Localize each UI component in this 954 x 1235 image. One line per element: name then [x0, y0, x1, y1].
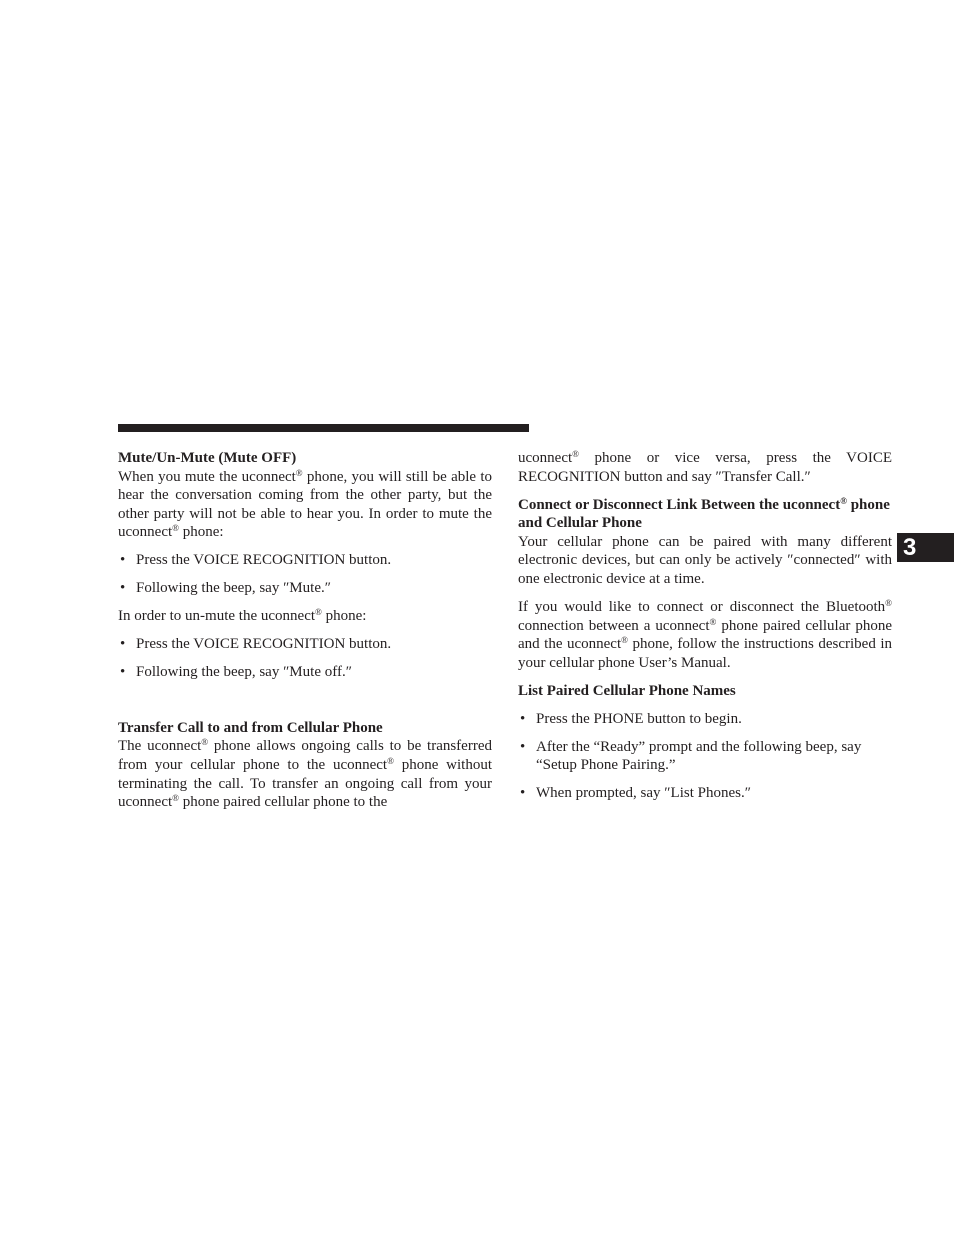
transfer-continued: uconnect® phone or vice versa, press the VOICE RECOGNITION button and say ″Transfer Call.″ — [518, 449, 892, 485]
list-item: • Following the beep, say ″Mute off.″ — [120, 664, 352, 681]
unmute-paragraph: In order to un-mute the uconnect® phone: — [118, 607, 367, 625]
section-rule — [118, 424, 529, 432]
right-column — [518, 449, 892, 803]
list-item: • After the “Ready” prompt and the following beep, say “Setup Phone Pairing.” — [520, 738, 862, 774]
heading-mute: Mute/Un-Mute (Mute OFF) — [118, 450, 297, 466]
list-item: • Press the PHONE button to begin. — [520, 710, 742, 727]
list-item: • When prompted, say ″List Phones.″ — [520, 785, 751, 802]
transfer-paragraph: The uconnect® phone allows ongoing calls to be transferred from your cellular phone to the uconnect® phone without terminating the call. To transfer an ongoing call from your uconnect® phone paired cellular phone to the — [118, 737, 492, 811]
left-column — [118, 449, 492, 812]
mute-steps — [118, 551, 492, 598]
unmute-steps — [118, 635, 492, 682]
connect-paragraph-1: Your cellular phone can be paired with many different electronic devices, but can only be actively ″connected″ with one electronic device at a time. — [518, 533, 892, 587]
chapter-tab: 3 — [897, 533, 954, 562]
heading-list-phones: List Paired Cellular Phone Names — [518, 682, 736, 699]
heading-connect: Connect or Disconnect Link Between the uconnect® phone and Cellular Phone — [518, 495, 890, 532]
mute-paragraph: When you mute the uconnect® phone, you will still be able to hear the conversation coming from the other party, but the other party will not be able to hear you. In order to mute the uconnect® phone: — [118, 467, 492, 541]
list-item: • Press the VOICE RECOGNITION button. — [120, 552, 392, 569]
heading-transfer: Transfer Call to and from Cellular Phone — [118, 719, 383, 736]
connect-paragraph-2: If you would like to connect or disconnect the Bluetooth® connection between a uconnect® phone paired cellular phone and the uconnect® phone, follow the instructions described in your cellular phone User’s Manual. — [518, 597, 892, 671]
list-item: • Following the beep, say ″Mute.″ — [120, 580, 331, 597]
list-phones-steps — [518, 710, 892, 803]
list-item: • Press the VOICE RECOGNITION button. — [120, 636, 392, 653]
